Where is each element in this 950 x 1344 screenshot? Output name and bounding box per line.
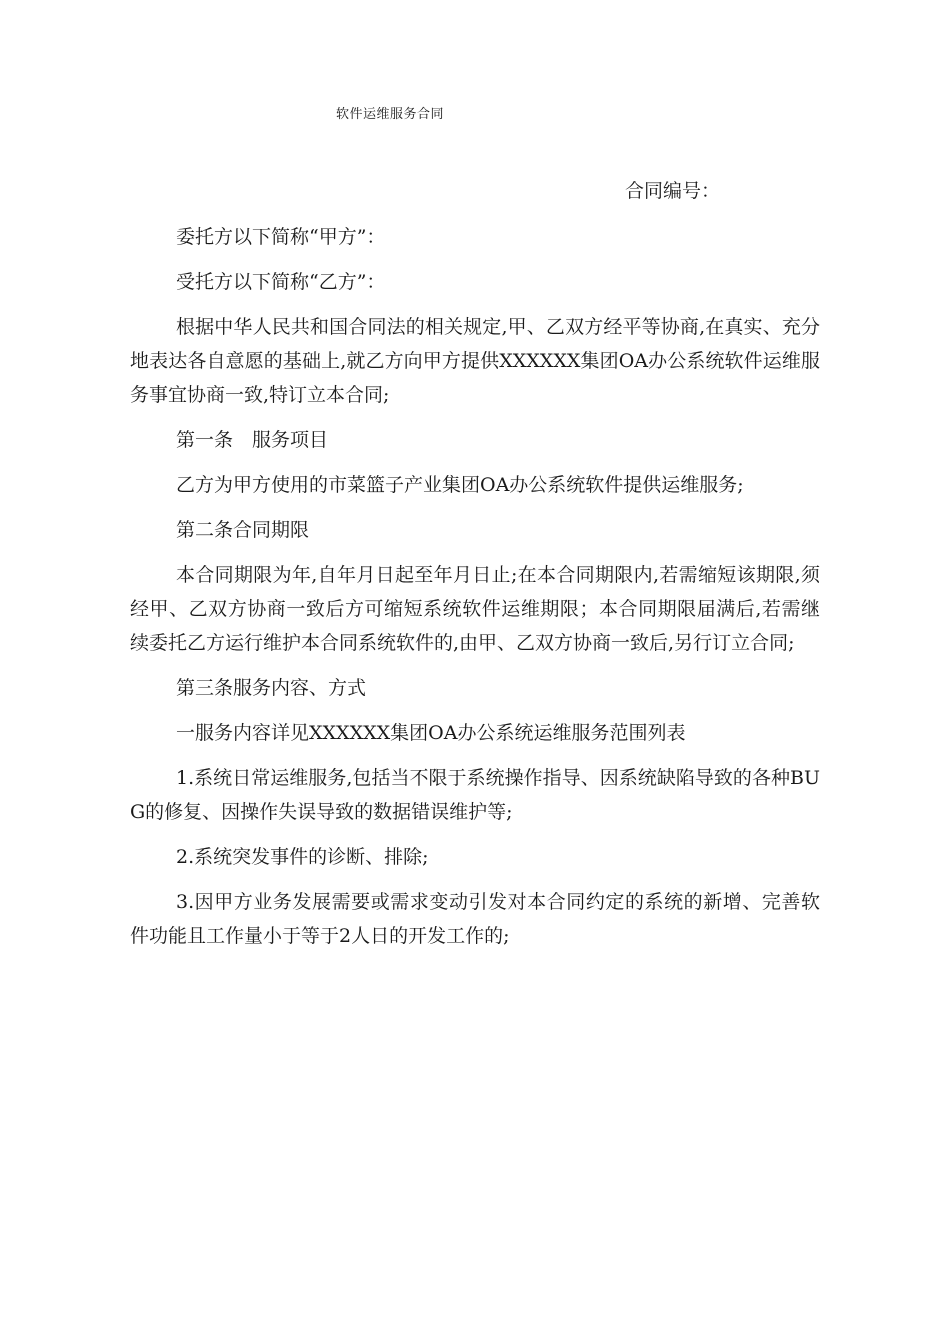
article-3-item-1: 1.系统日常运维服务,包括当不限于系统操作指导、因系统缺陷导致的各种BUG的修复、因操作失误导致的数据错误维护等;: [130, 767, 820, 823]
article-3-item-2: 2.系统突发事件的诊断、排除;: [176, 846, 429, 868]
article-3-item-3: 3.因甲方业务发展需要或需求变动引发对本合同约定的系统的新增、完善软件功能且工作量小于等于2人日的开发工作的;: [130, 891, 820, 947]
party-b-line: 受托方以下简称“乙方”：: [176, 271, 386, 293]
contract-body: [130, 220, 820, 964]
article-2-text: 本合同期限为年,自年月日起至年月日止;在本合同期限内,若需缩短该期限,须经甲、乙双方协商一致后方可缩短系统软件运维期限；本合同期限届满后,若需继续委托乙方运行维护本合同系统软件的,由甲、乙双方协商一致后,另行订立合同;: [130, 564, 820, 654]
article-2-heading: 第二条合同期限: [176, 519, 310, 541]
article-1-heading: 第一条 服务项目: [176, 429, 329, 451]
contract-number-label: 合同编号：: [625, 180, 721, 202]
document-title: 软件运维服务合同: [336, 107, 445, 122]
preamble-paragraph: 根据中华人民共和国合同法的相关规定,甲、乙双方经平等协商,在真实、充分地表达各自意愿的基础上,就乙方向甲方提供XXXXXX集团OA办公系统软件运维服务事宜协商一致,特订立本合同;: [130, 316, 820, 406]
article-3-heading: 第三条服务内容、方式: [176, 677, 367, 699]
article-1-text: 乙方为甲方使用的市菜篮子产业集团OA办公系统软件提供运维服务;: [176, 474, 744, 496]
article-3-intro: 一服务内容详见XXXXXX集团OA办公系统运维服务范围列表: [176, 722, 686, 744]
party-a-line: 委托方以下简称“甲方”：: [176, 226, 386, 248]
